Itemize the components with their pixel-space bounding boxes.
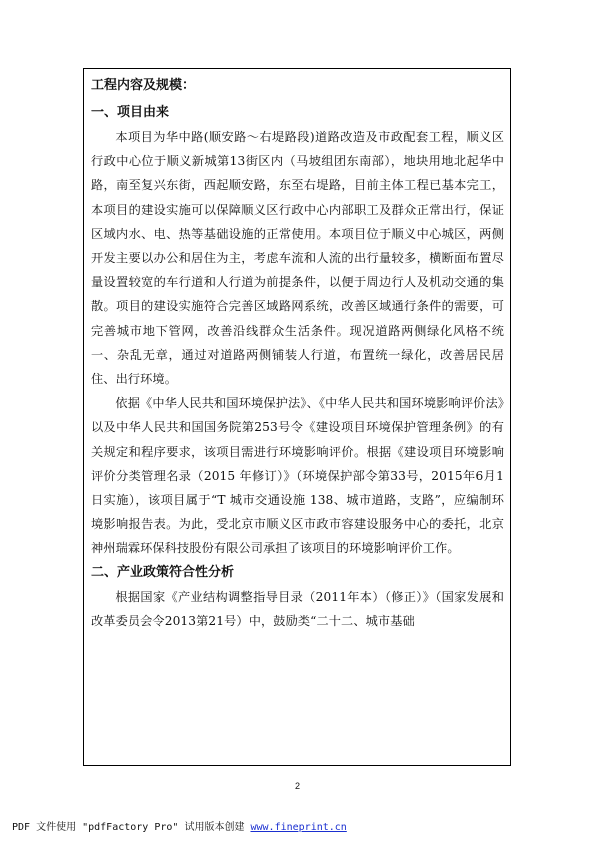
page-number: 2 xyxy=(294,781,300,791)
section-heading-industry-policy: 二、产业政策符合性分析 xyxy=(91,564,235,580)
paragraph-industry-policy: 根据国家《产业结构调整指导目录（2011年本）（修正）》（国家发展和改革委员会令2013第21号）中，鼓励类“二十二、城市基础 xyxy=(91,589,504,628)
section-heading-project-origin: 一、项目由来 xyxy=(91,105,170,120)
content-table-frame xyxy=(83,68,511,766)
paragraph-legal-basis: 依据《中华人民共和国环境保护法》、《中华人民共和国环境影响评价法》以及中华人民共和国国务院第253号令《建设项目环境保护管理条例》的有关规定和程序要求，该项目需进行环境影响评价。根据《建设项目环境影响评价分类管理名录（2015 年修订）》（环境保护部令第33号，2015年6月1日实施），该项目属于“T 城市交通设施 138、城市道路，支路”，应编制环境影响报告表。为此，受北京市顺义区市政市容建设服务中心的委托，北京神州瑞霖环保科技股份有限公司承担了该项目的环境影响评价工作。 xyxy=(91,396,504,556)
paragraph-project-background: 本项目为华中路(顺安路～右堤路段)道路改造及市政配套工程，顺义区行政中心位于顺义新城第13街区内（马坡组团东南部），地块用地北起华中路，南至复兴东街，西起顺安路，东至右堤路，目前主体工程已基本完工，本项目的建设实施可以保障顺义区行政中心内部职工及群众正常出行，保证区域内水、电、热等基础设施的正常使用。本项目位于顺义中心城区，两侧开发主要以办公和居住为主，考虑车流和人流的出行量较多，横断面布置尽量设置较宽的车行道和人行道为前提条件，以便于周边行人及机动交通的集散。项目的建设实施符合完善区域路网系统，改善区域通行条件的需要，可完善城市地下管网，改善沿线群众生活条件。现况道路两侧绿化风格不统一、杂乱无章，通过对道路两侧铺装人行道，布置统一绿化，改善居民居住、出行环境。 xyxy=(91,130,504,387)
section-block-title: 工程内容及规模： xyxy=(91,78,196,93)
content-area xyxy=(91,75,504,633)
pdf-footer xyxy=(12,818,347,833)
footer-link[interactable]: www.fineprint.cn xyxy=(250,822,347,833)
footer-text: PDF 文件使用 "pdfFactory Pro" 试用版本创建 xyxy=(12,822,251,833)
